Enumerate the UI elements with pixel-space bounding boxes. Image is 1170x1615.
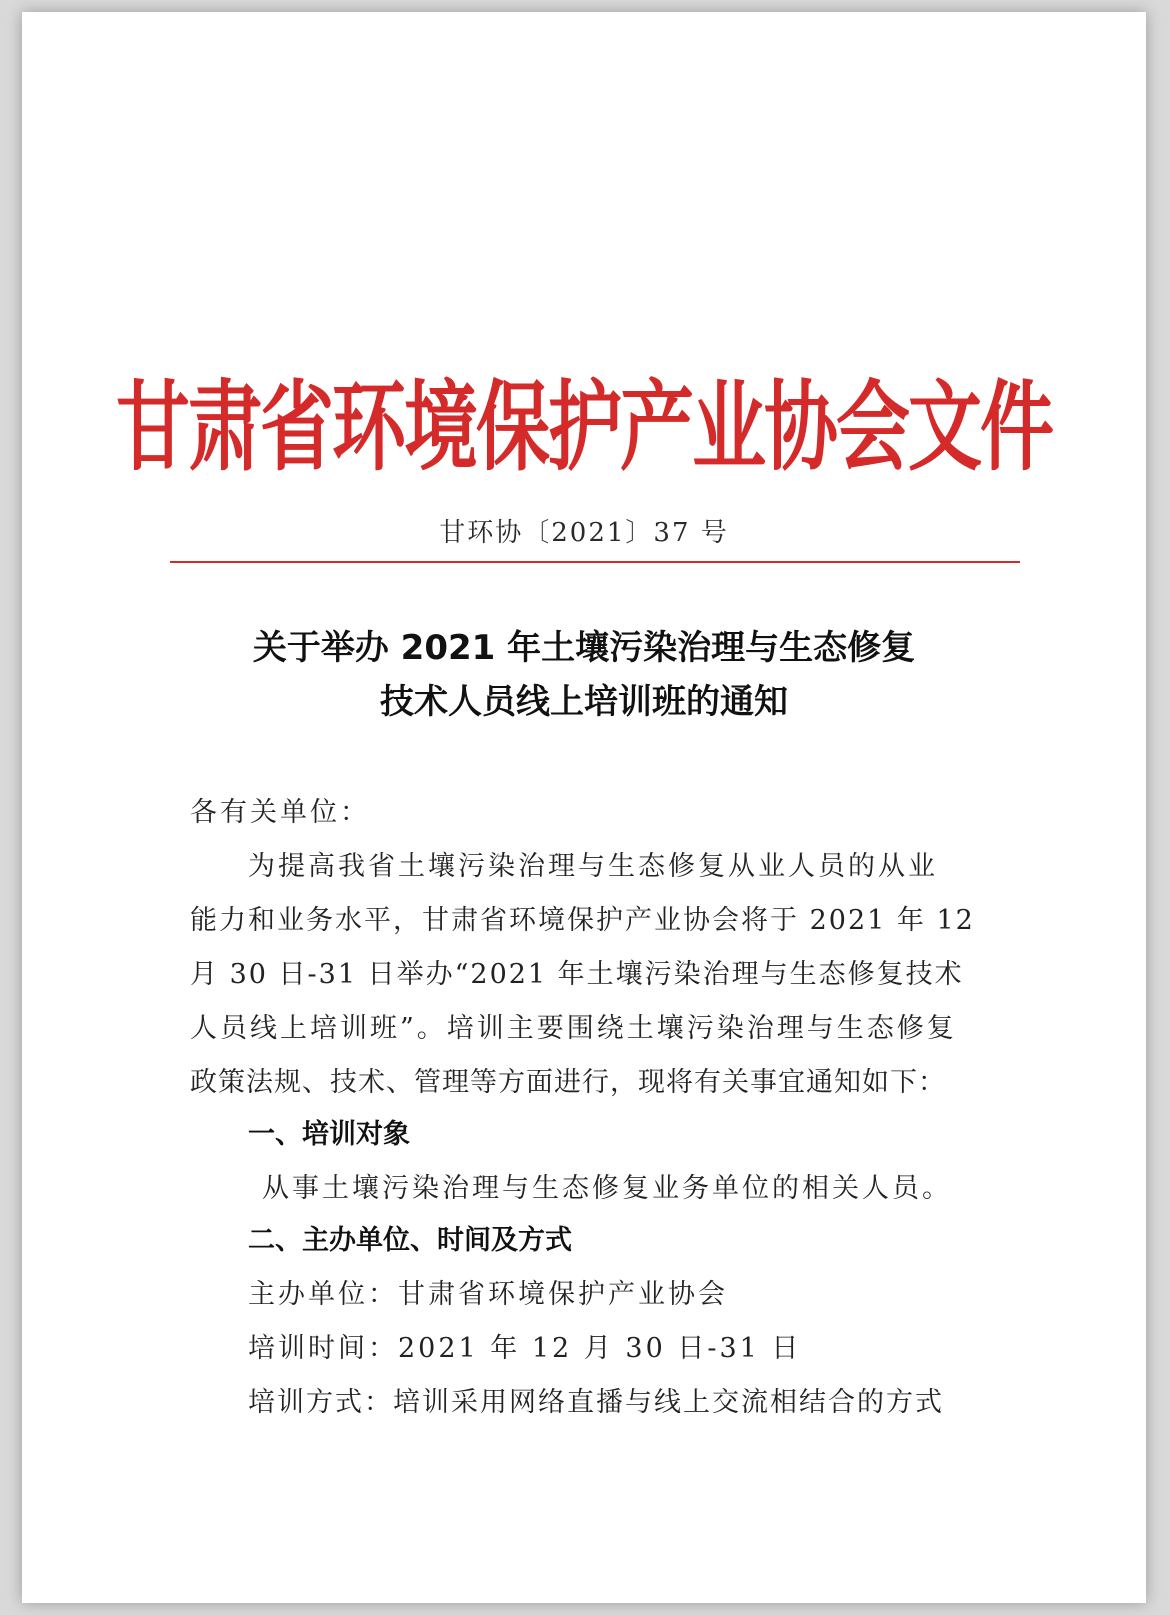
intro-line-3: 月 30 日-31 日举办“2021 年土壤污染治理与生态修复技术 bbox=[190, 959, 964, 990]
masthead-title: 甘肃省环境保护产业协会文件 bbox=[116, 371, 1052, 485]
notice-title-line-1: 关于举办 2021 年土壤污染治理与生态修复 bbox=[252, 628, 916, 668]
intro-line-1: 为提高我省土壤污染治理与生态修复从业人员的从业 bbox=[248, 851, 938, 882]
training-time-line: 培训时间：2021 年 12 月 30 日-31 日 bbox=[248, 1333, 802, 1364]
document-page bbox=[22, 12, 1146, 1603]
document-number: 甘环协〔2021〕37 号 bbox=[439, 518, 729, 548]
organizer-line: 主办单位：甘肃省环境保护产业协会 bbox=[248, 1279, 728, 1310]
salutation: 各有关单位： bbox=[190, 797, 370, 828]
notice-title-line-2: 技术人员线上培训班的通知 bbox=[380, 682, 788, 722]
intro-line-4: 人员线上培训班”。培训主要围绕土壤污染治理与生态修复 bbox=[190, 1013, 957, 1044]
red-divider-line bbox=[170, 561, 1020, 563]
section-2-heading: 二、主办单位、时间及方式 bbox=[248, 1225, 572, 1256]
intro-line-2: 能力和业务水平，甘肃省环境保护产业协会将于 2021 年 12 bbox=[190, 905, 975, 936]
intro-line-5: 政策法规、技术、管理等方面进行，现将有关事宜通知如下： bbox=[190, 1067, 946, 1098]
section-1-body: 从事土壤污染治理与生态修复业务单位的相关人员。 bbox=[262, 1173, 952, 1204]
section-1-heading: 一、培训对象 bbox=[248, 1119, 410, 1150]
training-method-line: 培训方式：培训采用网络直播与线上交流相结合的方式 bbox=[248, 1387, 944, 1418]
